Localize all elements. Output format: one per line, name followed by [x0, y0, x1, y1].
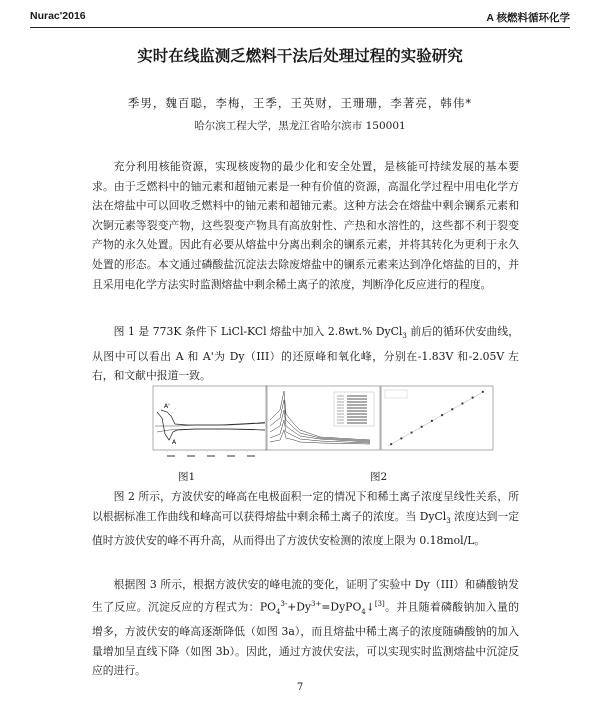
section-name: A 核燃料循环化学: [486, 12, 570, 24]
paragraph-figure1: 图 1 是 773K 条件下 LiCl-KCl 熔盐中加入 2.8wt.% DyCl$_3$ 前后的循环伏安曲线，从图中可以看出 A 和 A'为 Dy（III）的还原峰和氧化峰，分别在-1.83V 和-2.05V 左右，和文献中报道一致。: [92, 325, 520, 383]
paragraph-figure2: 图 2 所示，方波伏安的峰高在电极面积一定的情况下和稀土离子浓度呈线性关系，所以根据标准工作曲线和峰高可以获得熔盐中剩余稀土离子的浓度。当 DyCl$_3$ 浓度达到一定值时方波伏安的峰不再升高，从而得出了方波伏安检测的浓度上限为 0.18mol/L。: [92, 490, 519, 548]
figure-1-caption: 图1: [178, 471, 196, 483]
journal-name: Nurac'2016: [30, 10, 86, 22]
fit-equation-box: [385, 390, 407, 398]
peak-label-a: A: [172, 439, 177, 446]
calibration-point: [451, 408, 453, 410]
cv-curve-blank: [155, 422, 265, 432]
calibration-point: [441, 414, 443, 416]
peak-label-a-prime: A': [164, 403, 170, 410]
cv-curve-dy: [157, 410, 265, 440]
page-number: 7: [296, 682, 304, 693]
figure-2-caption: 图2: [370, 471, 388, 483]
author-list: 季男，魏百聪，李梅，王季，王英财，王珊珊，李著亮，韩伟*: [127, 96, 473, 110]
calibration-point: [431, 420, 433, 422]
running-header: [30, 10, 570, 26]
header-rule: [30, 27, 570, 28]
affiliation: 哈尔滨工程大学，黑龙江省哈尔滨市 150001: [194, 120, 406, 132]
paragraph-intro: 充分利用核能资源，实现核废物的最少化和安全处置，是核能可持续发展的基本要求。由于乏燃料中的铀元素和超铀元素是一种有价值的资源，高温化学过程中用电化学方法在熔盐中可以回收乏燃料中的铀元素和超铀元素。这种方法会在熔盐中剩余镧系元素和次锕元素等裂变产物，这些裂变产物具有高放射性、产热和水溶性的，这些都不利于裂变产物的永久处置。因此有必要从熔盐中分离出剩余的镧系元素，并将其转化为更利于永久处置的形态。本文通过磷酸盐沉淀法去除废熔盐中的镧系元素来达到净化熔盐的目的，并且采用电化学方法实时监测熔盐中剩余稀土离子的浓度，判断净化反应进行的程度。: [92, 160, 519, 291]
paper-title: 实时在线监测乏燃料干法后处理过程的实验研究: [137, 47, 463, 65]
figure-2b-calibration-plot: [373, 382, 498, 462]
paragraph-figure3: 根据图 3 所示，根据方波伏安的峰电流的变化，证明了实验中 Dy（III）和磷酸钠发生了反应。沉淀反应的方程式为：$PO_4^{3-}+Dy^{3+}=DyPO_4↓[3]$。并且随着磷酸钠加入量的增多，方波伏安的峰高逐渐降低（如图 3a），而且熔盐中稀土离子的浓度随磷酸钠的加入量增加呈直线下降（如图 3b）。因此，通过方波伏安法，可以实现实时监测熔盐中沉淀反应的进行。: [92, 578, 519, 678]
calibration-point: [461, 402, 463, 404]
calibration-point: [421, 426, 423, 428]
calibration-point: [390, 443, 392, 445]
calibration-point: [482, 391, 484, 393]
calibration-point: [410, 431, 412, 433]
calibration-point: [400, 437, 402, 439]
figure-1-cv-plot: [147, 382, 272, 462]
figure-2a-swv-plot: [260, 382, 385, 462]
calibration-point: [472, 397, 474, 399]
